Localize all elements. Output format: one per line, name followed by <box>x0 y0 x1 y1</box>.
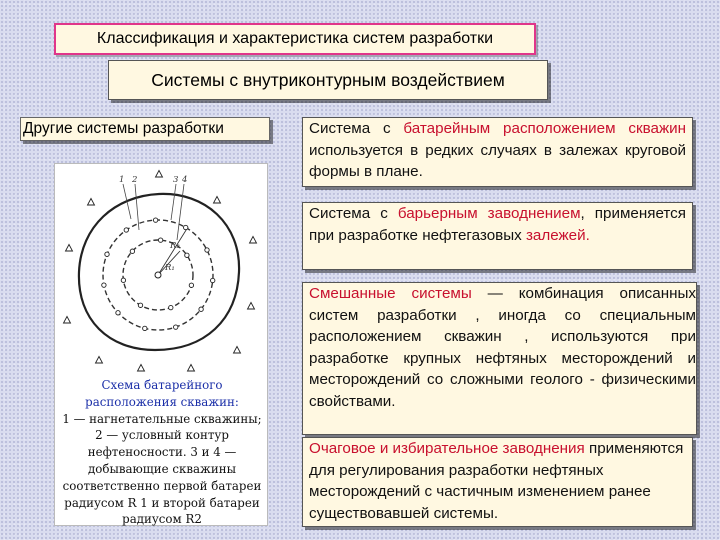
mixed-rest: — комбинация описанных систем разработки , иногда со специальным расположением скважин , используются при разработке крупных нефтяных месторождений и месторождений со сложными геолого - физическими свойствами. <box>309 285 696 410</box>
battery-scheme-figure <box>54 163 268 526</box>
battery-highlight: батарейным расположением скважин <box>403 120 686 137</box>
battery-lead: Система с <box>309 120 391 137</box>
production-well-battery-2 <box>143 326 147 330</box>
production-well-battery-1 <box>130 249 134 253</box>
production-well-battery-2 <box>124 228 128 232</box>
injection-well-triangle <box>188 365 195 372</box>
production-well-battery-2 <box>153 218 157 222</box>
diagram-label-4: 4 <box>182 175 188 185</box>
injection-well-triangle <box>234 347 241 354</box>
production-well-battery-2 <box>174 325 178 329</box>
barrier-highlight: барьерным заводнением <box>397 205 581 222</box>
production-well-battery-2 <box>211 278 215 282</box>
other-systems-box <box>20 117 270 141</box>
injection-well-triangle <box>96 357 103 364</box>
injection-well-triangle <box>66 245 73 252</box>
focal-highlight: Очаговое и избирательное заводнения <box>309 440 585 457</box>
production-well-battery-1 <box>158 238 162 242</box>
diagram-label-1: 1 <box>119 175 125 185</box>
barrier-system-box <box>302 202 693 270</box>
caption-title: Схема батарейного расположения скважин: <box>85 378 239 409</box>
injection-well-triangle <box>138 365 145 372</box>
leader-4 <box>177 184 184 240</box>
production-well-battery-1 <box>138 303 142 307</box>
injection-well-triangle <box>156 171 163 178</box>
diagram-label-2: 2 <box>132 175 138 185</box>
slide-title <box>54 23 536 55</box>
leader-3 <box>171 184 176 220</box>
center-well <box>155 272 161 278</box>
mixed-highlight: Смешанные системы <box>309 285 472 302</box>
caption-line-2: 2 — условный контур нефтеносности. 3 и 4 — добывающие скважины соответственно первой батареи радиусом R 1 и второй батареи радиусом R2 <box>62 428 262 527</box>
production-well-battery-1 <box>185 253 189 257</box>
production-well-battery-2 <box>205 248 209 252</box>
battery-scheme-diagram <box>55 164 269 374</box>
injection-well-triangle <box>250 237 257 244</box>
diagram-label-r1: R₁ <box>165 263 175 273</box>
production-well-battery-2 <box>116 311 120 315</box>
injection-well-triangle <box>88 199 95 206</box>
injection-well-triangle <box>248 303 255 310</box>
production-well-battery-1 <box>121 278 125 282</box>
production-well-battery-1 <box>189 283 193 287</box>
production-well-battery-2 <box>105 252 109 256</box>
injection-well-triangle <box>64 317 71 324</box>
battery-rest: используется в редких случаях в залежах круговой формы в плане. <box>309 141 686 180</box>
production-well-battery-2 <box>102 283 106 287</box>
diagram-label-r2: R₂ <box>170 241 180 251</box>
focal-flooding-box <box>302 437 693 527</box>
leader-2 <box>135 184 139 230</box>
production-well-battery-2 <box>199 307 203 311</box>
barrier-highlight-2: залежей. <box>525 226 590 244</box>
barrier-lead: Система с <box>309 205 388 222</box>
battery-system-box <box>302 117 693 187</box>
slide-title-text: Классификация и характеристика систем разработки <box>96 30 494 47</box>
subtitle-text: Системы с внутриконтурным воздействием <box>151 70 505 90</box>
other-systems-text: Другие системы разработки <box>23 120 224 137</box>
focal-rest: применяются для регулирования разработки нефтяных месторождений с частичным изменением ранее существовавшей системы. <box>309 440 684 522</box>
mixed-system-box <box>302 282 697 435</box>
figure-caption <box>55 377 269 528</box>
production-well-battery-2 <box>184 225 188 229</box>
barrier-mid: , применяется при разработке нефтегазовых <box>309 205 686 244</box>
production-well-battery-1 <box>169 305 173 309</box>
injection-well-triangle <box>214 197 221 204</box>
diagram-label-3: 3 <box>173 175 179 185</box>
subtitle-box <box>108 60 548 100</box>
caption-line-1: 1 — нагнетательные скважины; <box>62 411 262 426</box>
